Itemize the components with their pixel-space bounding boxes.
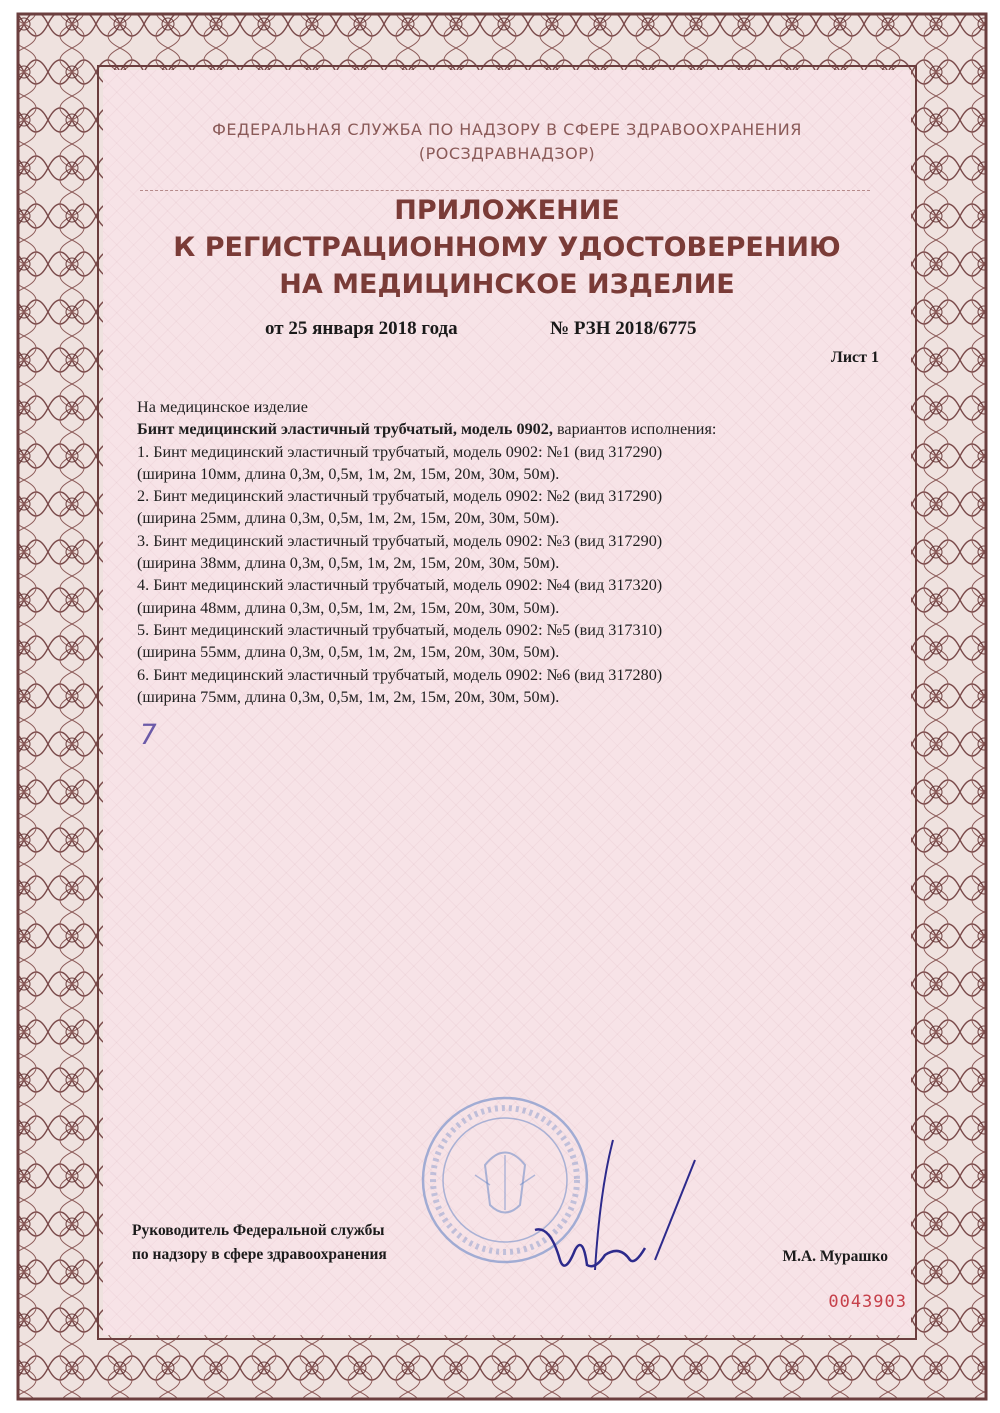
agency-name: ФЕДЕРАЛЬНАЯ СЛУЖБА ПО НАДЗОРУ В СФЕРЕ ЗДРАВООХРАНЕНИЯ bbox=[212, 120, 802, 139]
variant-line: 6. Бинт медицинский эластичный трубчатый, модель 0902: №6 (вид 317280) bbox=[137, 665, 663, 684]
signatory-title-line-1: Руководитель Федеральной службы bbox=[132, 1222, 385, 1239]
device-description bbox=[137, 396, 877, 708]
document-title bbox=[103, 192, 911, 303]
registration-number: № РЗН 2018/6775 bbox=[550, 318, 697, 339]
variant-spec: (ширина 75мм, длина 0,3м, 0,5м, 1м, 2м, 15м, 20м, 30м, 50м). bbox=[137, 687, 560, 706]
sheet-number: Лист 1 bbox=[830, 349, 879, 366]
signatory-title bbox=[132, 1219, 387, 1267]
product-line bbox=[137, 418, 877, 440]
intro-text: На медицинское изделие bbox=[137, 398, 308, 416]
serial-number: 0043903 bbox=[828, 1292, 907, 1312]
variant-line: 1. Бинт медицинский эластичный трубчатый, модель 0902: №1 (вид 317290) bbox=[137, 442, 663, 461]
agency-header bbox=[103, 118, 911, 166]
variant-spec: (ширина 38мм, длина 0,3м, 0,5м, 1м, 2м, 15м, 20м, 30м, 50м). bbox=[137, 554, 560, 573]
signatory-name: М.А. Мурашко bbox=[782, 1248, 888, 1265]
agency-abbrev: (РОСЗДРАВНАДЗОР) bbox=[418, 144, 596, 163]
variant-spec: (ширина 10мм, длина 0,3м, 0,5м, 1м, 2м, 15м, 20м, 30м, 50м). bbox=[137, 464, 560, 483]
handwritten-mark: 7 bbox=[136, 718, 160, 751]
title-line-1: ПРИЛОЖЕНИЕ bbox=[394, 195, 620, 226]
signatory-title-line-2: по надзору в сфере здравоохранения bbox=[132, 1246, 387, 1263]
variants-label: вариантов исполнения: bbox=[552, 420, 717, 439]
title-line-3: НА МЕДИЦИНСКОЕ ИЗДЕЛИЕ bbox=[279, 269, 735, 300]
variant-spec: (ширина 25мм, длина 0,3м, 0,5м, 1м, 2м, 15м, 20м, 30м, 50м). bbox=[137, 509, 560, 528]
variant-spec: (ширина 55мм, длина 0,3м, 0,5м, 1м, 2м, 15м, 20м, 30м, 50м). bbox=[137, 643, 560, 662]
variant-line: 4. Бинт медицинский эластичный трубчатый, модель 0902: №4 (вид 317320) bbox=[137, 576, 663, 595]
variant-line: 5. Бинт медицинский эластичный трубчатый, модель 0902: №5 (вид 317310) bbox=[137, 620, 663, 639]
document-date: от 25 января 2018 года bbox=[265, 318, 458, 339]
variant-spec: (ширина 48мм, длина 0,3м, 0,5м, 1м, 2м, 15м, 20м, 30м, 50м). bbox=[137, 598, 560, 617]
header-divider bbox=[140, 190, 870, 191]
product-name: Бинт медицинский эластичный трубчатый, модель 0902, bbox=[137, 420, 553, 439]
title-line-2: К РЕГИСТРАЦИОННОМУ УДОСТОВЕРЕНИЮ bbox=[173, 232, 841, 263]
variant-line: 2. Бинт медицинский эластичный трубчатый, модель 0902: №2 (вид 317290) bbox=[137, 487, 663, 506]
signature-scribble bbox=[525, 1130, 725, 1290]
variant-line: 3. Бинт медицинский эластичный трубчатый, модель 0902: №3 (вид 317290) bbox=[137, 531, 663, 550]
